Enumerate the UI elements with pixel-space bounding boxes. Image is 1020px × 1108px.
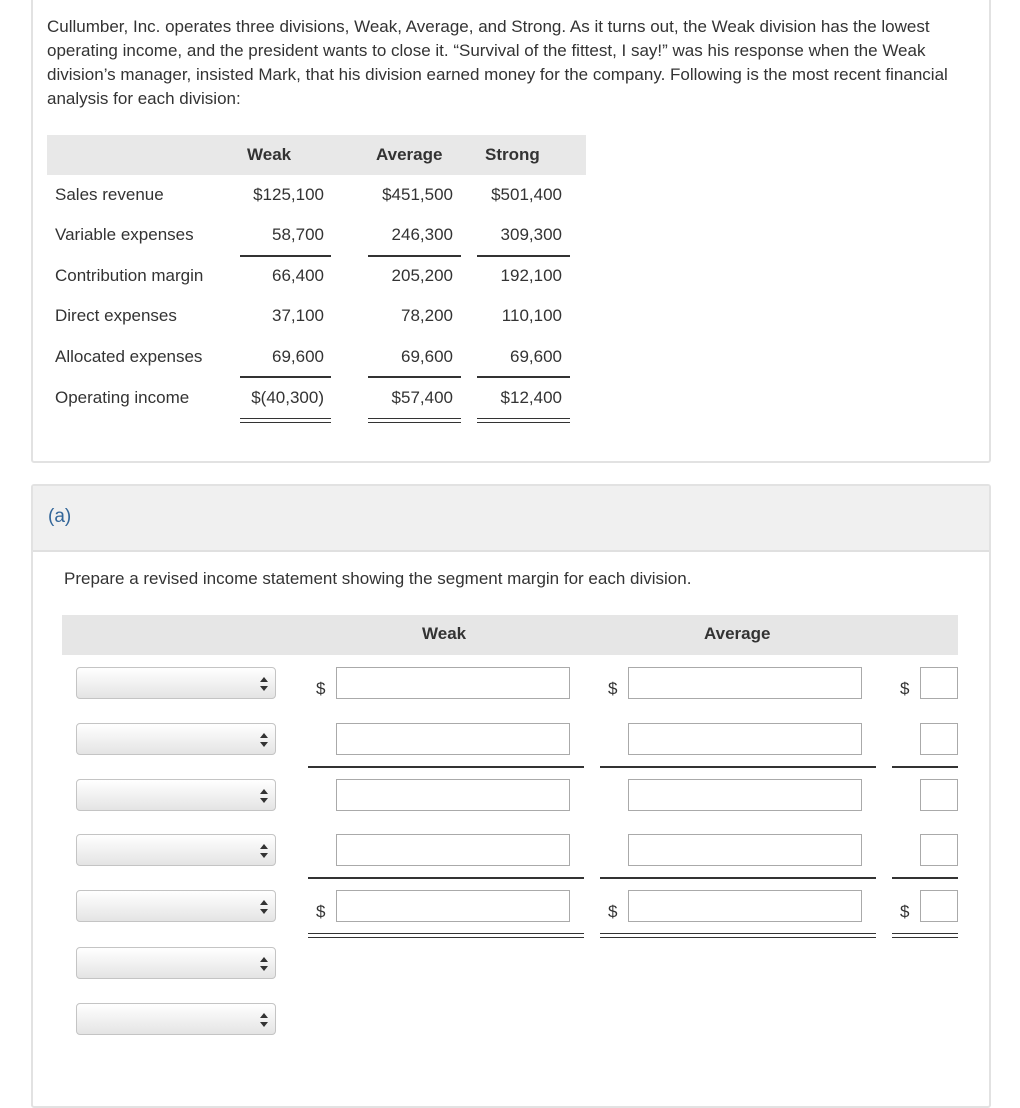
amount-input-average[interactable] xyxy=(628,779,862,811)
currency-symbol: $ xyxy=(608,679,618,698)
double-rule xyxy=(892,933,958,938)
select-arrows-icon xyxy=(259,898,269,916)
account-select[interactable] xyxy=(76,723,276,755)
cell-value: 309,300 xyxy=(500,225,562,244)
rule-line xyxy=(240,255,331,257)
amount-input-average[interactable] xyxy=(628,723,862,755)
part-a-instruction: Prepare a revised income statement showing the segment margin for each division. xyxy=(64,569,692,588)
amount-input-strong[interactable] xyxy=(920,779,958,811)
amount-input-average[interactable] xyxy=(628,667,862,699)
amount-input-strong[interactable] xyxy=(920,723,958,755)
col-header-strong: Strong xyxy=(485,145,540,164)
col-header-weak: Weak xyxy=(247,145,292,164)
select-arrows-icon xyxy=(259,955,269,973)
cell-value: 192,100 xyxy=(500,266,562,285)
amount-input-average[interactable] xyxy=(628,834,862,866)
amount-input-weak[interactable] xyxy=(336,834,570,866)
row-label-direct-expenses: Direct expenses xyxy=(55,306,177,325)
cell-value: 66,400 xyxy=(272,266,324,285)
account-select[interactable] xyxy=(76,1003,276,1035)
amount-input-strong[interactable] xyxy=(920,834,958,866)
amount-input-weak[interactable] xyxy=(336,779,570,811)
cell-value: $451,500 xyxy=(382,185,453,204)
cell-value: 78,200 xyxy=(401,306,453,325)
currency-symbol: $ xyxy=(608,902,618,921)
double-rule xyxy=(368,418,461,423)
rule-line xyxy=(892,766,958,768)
double-rule xyxy=(240,418,331,423)
rule-line xyxy=(368,376,461,378)
amount-input-average[interactable] xyxy=(628,890,862,922)
cell-value: 246,300 xyxy=(391,225,453,244)
rule-line xyxy=(308,877,584,879)
double-rule xyxy=(308,933,584,938)
amount-input-weak[interactable] xyxy=(336,667,570,699)
currency-symbol: $ xyxy=(316,902,326,921)
row-label-contribution-margin: Contribution margin xyxy=(55,266,204,285)
cell-value: $125,100 xyxy=(253,185,324,204)
rule-line xyxy=(477,376,570,378)
cell-value: 69,600 xyxy=(401,347,453,366)
cell-value: $501,400 xyxy=(491,185,562,204)
account-select[interactable] xyxy=(76,890,276,922)
select-arrows-icon xyxy=(259,675,269,693)
currency-symbol: $ xyxy=(900,902,910,921)
part-label: (a) xyxy=(48,506,72,527)
analysis-table xyxy=(47,135,586,435)
rule-line xyxy=(308,766,584,768)
select-arrows-icon xyxy=(259,1011,269,1029)
row-label-sales-revenue: Sales revenue xyxy=(55,185,164,204)
select-arrows-icon xyxy=(259,787,269,805)
amount-input-strong[interactable] xyxy=(920,890,958,922)
account-select[interactable] xyxy=(76,667,276,699)
double-rule xyxy=(600,933,876,938)
select-arrows-icon xyxy=(259,731,269,749)
cell-value: 205,200 xyxy=(391,266,453,285)
amount-input-strong[interactable] xyxy=(920,667,958,699)
rule-line xyxy=(892,877,958,879)
rule-line xyxy=(240,376,331,378)
cell-value: 37,100 xyxy=(272,306,324,325)
account-select[interactable] xyxy=(76,779,276,811)
account-select[interactable] xyxy=(76,834,276,866)
cell-value: $57,400 xyxy=(391,388,453,407)
cell-value: 69,600 xyxy=(272,347,324,366)
col-header-weak: Weak xyxy=(422,624,467,643)
row-label-allocated-expenses: Allocated expenses xyxy=(55,347,203,366)
cell-value: 69,600 xyxy=(510,347,562,366)
cell-value: 110,100 xyxy=(501,306,562,325)
double-rule xyxy=(477,418,570,423)
cell-value: $12,400 xyxy=(500,388,562,407)
part-a-header xyxy=(33,486,989,552)
problem-intro: Cullumber, Inc. operates three divisions, Weak, Average, and Strong. As it turns out, the Weak division has the lowest operating income, and the president wants to close it. “Survival of the fittest, I say!” was his response when the Weak division’s manager, insisted Mark, that his division earned money for the company. Following is the most recent financial analysis for each division: xyxy=(47,17,948,108)
row-label-variable-expenses: Variable expenses xyxy=(55,225,194,244)
cell-value: $(40,300) xyxy=(251,388,324,407)
currency-symbol: $ xyxy=(316,679,326,698)
cell-value: 58,700 xyxy=(272,225,324,244)
amount-input-weak[interactable] xyxy=(336,723,570,755)
rule-line xyxy=(368,255,461,257)
currency-symbol: $ xyxy=(900,679,910,698)
select-arrows-icon xyxy=(259,842,269,860)
rule-line xyxy=(477,255,570,257)
rule-line xyxy=(600,766,876,768)
col-header-average: Average xyxy=(376,145,443,164)
answer-table-header xyxy=(62,615,958,655)
row-label-operating-income: Operating income xyxy=(55,388,190,407)
account-select[interactable] xyxy=(76,947,276,979)
col-header-average: Average xyxy=(704,624,771,643)
amount-input-weak[interactable] xyxy=(336,890,570,922)
rule-line xyxy=(600,877,876,879)
